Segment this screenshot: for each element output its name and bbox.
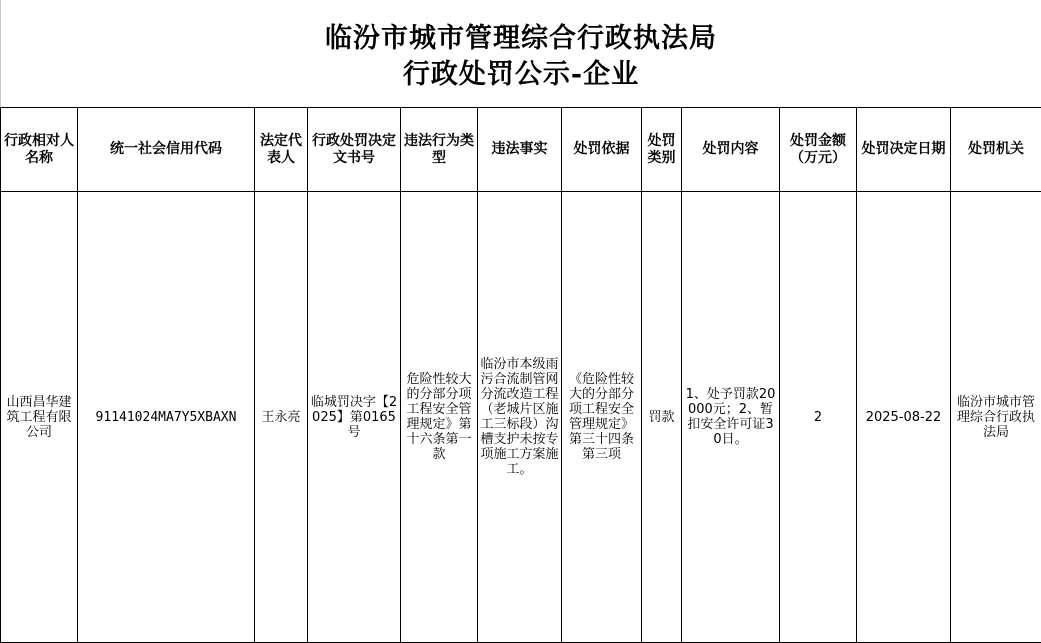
- header-row: [1, 108, 1041, 192]
- header-cell-date: 处罚决定日期: [857, 108, 951, 192]
- cell-doc-no: 临城罚决字【2025】第0165号: [308, 192, 401, 643]
- header-cell-legal-rep: 法定代表人: [255, 108, 308, 192]
- cell-facts: 临汾市本级雨污合流制管网分流改造工程（老城片区施工三标段）沟槽支护未按专项施工方案施工。: [478, 192, 562, 643]
- cell-legal-rep: 王永亮: [255, 192, 308, 643]
- cell-authority: 临汾市城市管理综合行政执法局: [951, 192, 1041, 643]
- cell-date: 2025-08-22: [857, 192, 951, 643]
- cell-basis: 《危险性较大的分部分项工程安全管理规定》第三十四条第三项: [562, 192, 642, 643]
- cell-category: 罚款: [642, 192, 682, 643]
- cell-violation-type: 危险性较大的分部分项工程安全管理规定》第十六条第一款: [401, 192, 478, 643]
- cell-amount: 2: [780, 192, 857, 643]
- table-row: [1, 192, 1041, 643]
- header-cell-name: 行政相对人名称: [1, 108, 78, 192]
- agency-title: 临汾市城市管理综合行政执法局: [1, 21, 1041, 57]
- title-block: [0, 0, 1041, 107]
- header-cell-facts: 违法事实: [478, 108, 562, 192]
- header-cell-authority: 处罚机关: [951, 108, 1041, 192]
- cell-credit-code: 91141024MA7Y5XBAXN: [78, 192, 255, 643]
- header-cell-violation-type: 违法行为类型: [401, 108, 478, 192]
- cell-content: 1、处予罚款20000元；2、暂扣安全许可证30日。: [682, 192, 780, 643]
- header-cell-content: 处罚内容: [682, 108, 780, 192]
- header-cell-credit-code: 统一社会信用代码: [78, 108, 255, 192]
- header-cell-basis: 处罚依据: [562, 108, 642, 192]
- cell-name: 山西昌华建筑工程有限公司: [1, 192, 78, 643]
- header-cell-doc-no: 行政处罚决定文书号: [308, 108, 401, 192]
- penalty-table: [0, 107, 1041, 643]
- sheet-title: 行政处罚公示-企业: [1, 57, 1041, 93]
- header-cell-category: 处罚类别: [642, 108, 682, 192]
- header-cell-amount: 处罚金额（万元）: [780, 108, 857, 192]
